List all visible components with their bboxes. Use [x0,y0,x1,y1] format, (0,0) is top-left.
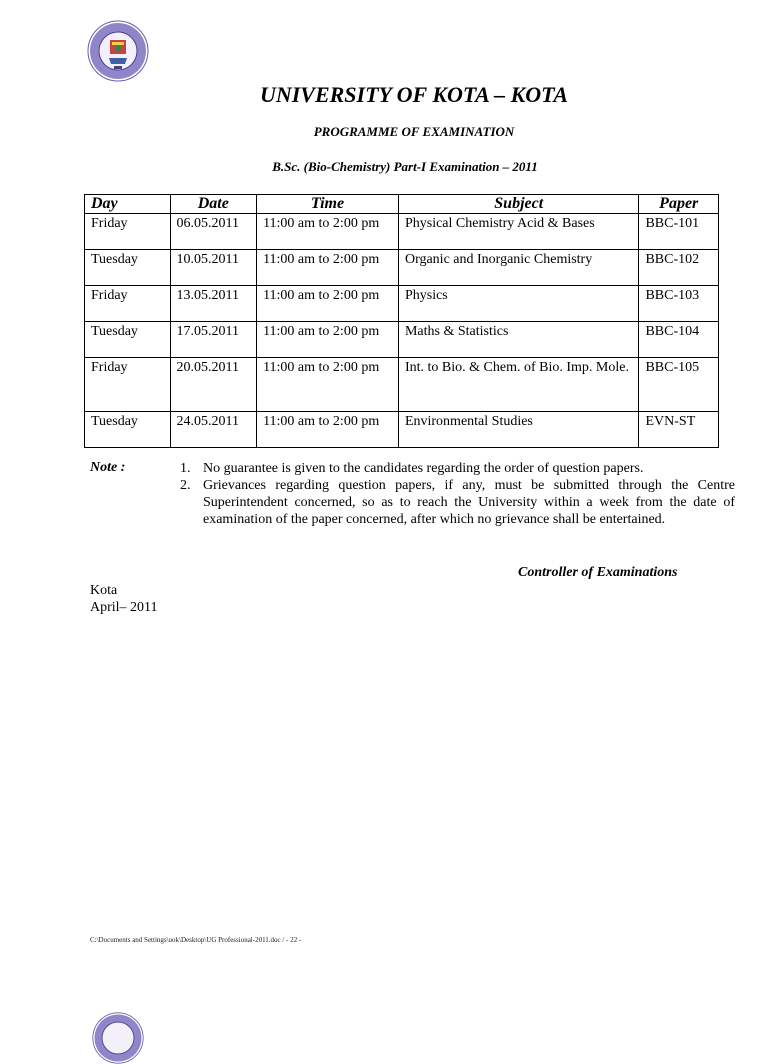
cell-day: Tuesday [85,250,171,286]
note-text: Grievances regarding question papers, if any, must be submitted through the Centre Superintendent concerned, so as to reach the University within a week from the date of examination of the paper concerned, after which no grievance shall be entertained. [203,478,735,527]
cell-date: 06.05.2011 [170,214,257,250]
cell-time: 11:00 am to 2:00 pm [257,358,399,412]
programme-heading: PROGRAMME OF EXAMINATION [313,124,515,139]
university-seal-icon [92,1012,144,1064]
column-header-date: Date [170,195,257,214]
footer-file-path: C:\Documents and Settings\uok\Desktop\UG Professional-2011.doc / - 22 - [90,936,302,944]
column-header-subject: Subject [398,195,639,214]
controller-signature: Controller of Examinations [518,565,678,580]
table-row [85,214,719,250]
table-row [85,322,719,358]
cell-date: 24.05.2011 [170,412,257,448]
cell-date: 20.05.2011 [170,358,257,412]
note-item [180,477,735,528]
column-header-paper: Paper [639,195,719,214]
university-seal-icon [87,20,149,82]
cell-day: Friday [85,214,171,250]
issue-date: April– 2011 [90,600,158,615]
note-number: 2. [180,478,191,493]
cell-paper: BBC-102 [639,250,719,286]
note-list [180,460,735,528]
note-item [180,460,735,477]
cell-paper: BBC-104 [639,322,719,358]
place-date-block [90,582,158,616]
cell-day: Tuesday [85,412,171,448]
cell-time: 11:00 am to 2:00 pm [257,214,399,250]
cell-day: Friday [85,286,171,322]
cell-subject: Maths & Statistics [398,322,639,358]
exam-name: B.Sc. (Bio-Chemistry) Part-I Examination – 2011 [272,159,538,174]
cell-date: 13.05.2011 [170,286,257,322]
cell-time: 11:00 am to 2:00 pm [257,286,399,322]
cell-time: 11:00 am to 2:00 pm [257,412,399,448]
cell-date: 17.05.2011 [170,322,257,358]
table-header-row [85,195,719,214]
cell-paper: BBC-103 [639,286,719,322]
cell-subject: Physical Chemistry Acid & Bases [398,214,639,250]
cell-time: 11:00 am to 2:00 pm [257,322,399,358]
table-row [85,286,719,322]
cell-subject: Organic and Inorganic Chemistry [398,250,639,286]
cell-subject: Physics [398,286,639,322]
note-label: Note : [90,460,126,475]
cell-paper: BBC-101 [639,214,719,250]
table-row [85,250,719,286]
university-title: UNIVERSITY OF KOTA – KOTA [259,82,569,107]
cell-date: 10.05.2011 [170,250,257,286]
table-row [85,412,719,448]
cell-subject: Environmental Studies [398,412,639,448]
cell-paper: EVN-ST [639,412,719,448]
column-header-day: Day [85,195,171,214]
column-header-time: Time [257,195,399,214]
place-text: Kota [90,583,118,598]
exam-schedule-table [84,194,719,448]
note-number: 1. [180,461,191,476]
cell-day: Tuesday [85,322,171,358]
cell-day: Friday [85,358,171,412]
cell-paper: BBC-105 [639,358,719,412]
note-text: No guarantee is given to the candidates regarding the order of question papers. [203,461,644,476]
table-row [85,358,719,412]
cell-subject: Int. to Bio. & Chem. of Bio. Imp. Mole. [398,358,639,412]
cell-time: 11:00 am to 2:00 pm [257,250,399,286]
